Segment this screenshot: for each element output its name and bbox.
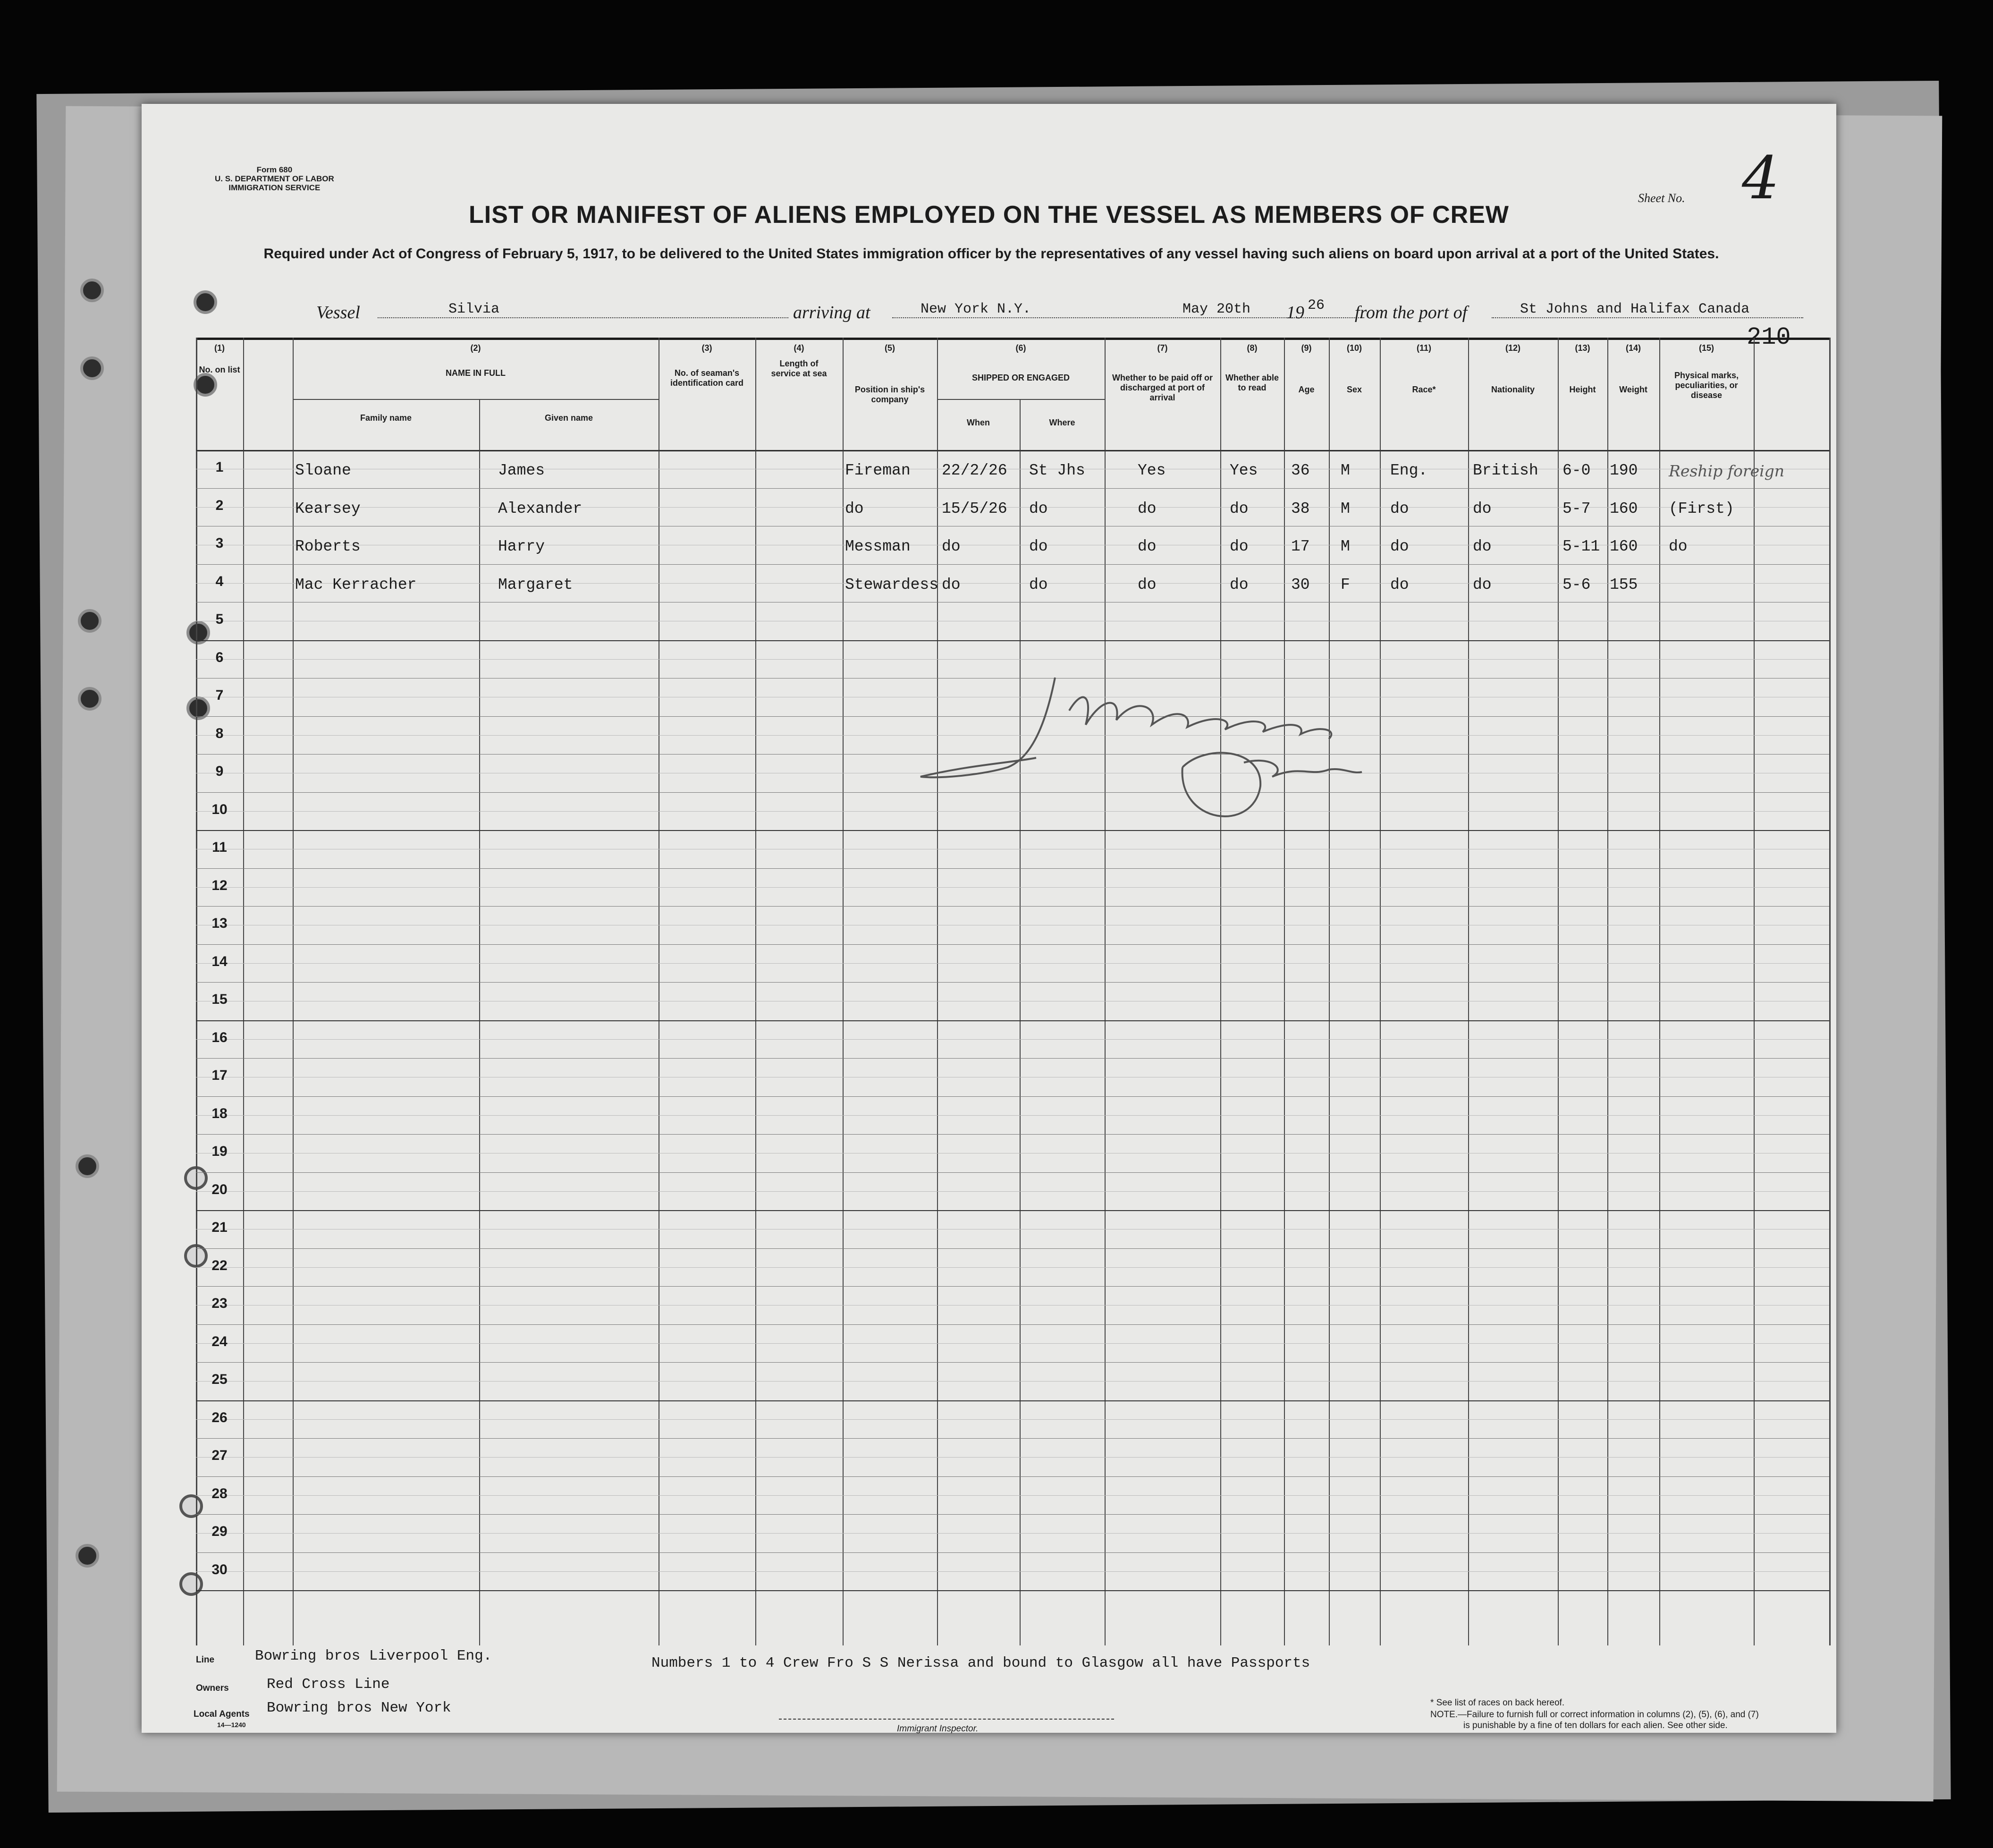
row-number: 25 <box>211 1372 228 1387</box>
col-number: (10) <box>1346 343 1362 353</box>
binder-hole <box>80 279 104 302</box>
cell-sex: M <box>1341 462 1350 479</box>
row-number: 28 <box>211 1485 228 1501</box>
row-rule <box>196 1286 1829 1287</box>
cell-height: 6-0 <box>1562 462 1591 479</box>
penalty-note: NOTE.—Failure to furnish full or correct information in columns (2), (5), (6), and (7) <box>1430 1710 1759 1720</box>
row-number: 12 <box>211 877 228 893</box>
row-rule <box>196 1514 1829 1515</box>
row-number: 6 <box>215 649 224 665</box>
service-name: IMMIGRATION SERVICE <box>228 183 321 192</box>
row-number: 18 <box>211 1105 228 1121</box>
arriving-label: arriving at <box>793 303 870 322</box>
col-number: (8) <box>1247 343 1258 353</box>
header-shipped-or-engaged: SHIPPED OR ENGAGED <box>971 373 1070 382</box>
col-number: (15) <box>1698 343 1714 353</box>
local-agents-value: Bowring bros New York <box>267 1700 451 1716</box>
cell-read: do <box>1230 576 1249 593</box>
cell-where: do <box>1029 500 1048 517</box>
cell-position: do <box>845 500 864 517</box>
col-divider <box>479 399 480 1645</box>
cell-nationality: do <box>1473 500 1492 517</box>
row-rule <box>196 1172 1829 1173</box>
row-subrule <box>196 1457 1829 1458</box>
cell-position: Fireman <box>845 462 911 479</box>
row-rule <box>196 450 1829 451</box>
inspector-label: Immigrant Inspector. <box>897 1724 979 1734</box>
page-number: 210 <box>1747 323 1791 351</box>
row-subrule <box>196 1419 1829 1420</box>
col-number: (14) <box>1625 343 1641 353</box>
header-race: Race* <box>1412 385 1436 394</box>
penalty-note-cont: is punishable by a fine of ten dollars for each alien. See other side. <box>1463 1721 1728 1730</box>
cell-given: Harry <box>498 538 545 555</box>
cell-height: 5-6 <box>1562 576 1591 593</box>
cell-when: do <box>942 576 961 593</box>
cell-marks: do <box>1669 538 1688 555</box>
row-rule <box>196 1058 1829 1059</box>
cell-paid-off: do <box>1138 538 1157 555</box>
header-position: Position in ship's company <box>854 385 925 404</box>
manifest-sheet <box>142 104 1836 1733</box>
row-rule <box>196 1590 1829 1591</box>
row-number: 13 <box>211 916 228 931</box>
inspector-signature <box>913 668 1385 838</box>
cell-age: 30 <box>1291 576 1310 593</box>
cell-where: do <box>1029 576 1048 593</box>
races-note: * See list of races on back hereof. <box>1430 1698 1565 1708</box>
row-number: 23 <box>211 1296 228 1311</box>
row-number: 22 <box>211 1257 228 1273</box>
cell-paid-off: Yes <box>1138 462 1166 479</box>
cell-age: 38 <box>1291 500 1310 517</box>
col-number: (9) <box>1301 343 1312 353</box>
cell-read: do <box>1230 500 1249 517</box>
row-rule <box>196 1210 1829 1211</box>
year-prefix: 19 <box>1286 303 1304 322</box>
arrival-date: May 20th <box>1182 301 1251 317</box>
form-number: Form 680 <box>256 165 293 174</box>
row-rule <box>196 1362 1829 1363</box>
col-divider <box>1607 338 1608 1645</box>
row-number: 10 <box>211 801 228 817</box>
col-divider <box>937 338 938 1645</box>
header-height: Height <box>1569 385 1596 394</box>
col-divider <box>1020 399 1021 1645</box>
row-number: 9 <box>215 763 224 779</box>
cell-given: James <box>498 462 545 479</box>
cell-read: Yes <box>1230 462 1258 479</box>
col-divider <box>1380 338 1381 1645</box>
page-title: LIST OR MANIFEST OF ALIENS EMPLOYED ON THE VESSEL AS MEMBERS OF CREW <box>469 201 1509 229</box>
row-number: 24 <box>211 1333 228 1349</box>
page-subtitle: Required under Act of Congress of February 5, 1917, to be delivered to the United States immigration officer by the representatives of any vessel having such aliens on board upon arrival at a port of the United States. <box>263 246 1719 262</box>
col-divider <box>1659 338 1660 1645</box>
col-number: (1) <box>214 343 225 353</box>
row-rule <box>196 1248 1829 1249</box>
row-subrule <box>196 1495 1829 1496</box>
cell-marks: Reship foreign <box>1669 462 1785 480</box>
row-subrule <box>196 1191 1829 1192</box>
cell-height: 5-11 <box>1562 538 1600 555</box>
row-number: 15 <box>211 992 228 1007</box>
sheet-number: 4 <box>1742 144 1780 212</box>
cell-race: do <box>1390 500 1409 517</box>
row-number: 3 <box>215 535 224 551</box>
row-number: 29 <box>211 1524 228 1539</box>
row-rule <box>196 1134 1829 1135</box>
cell-weight: 160 <box>1610 538 1638 555</box>
cell-family: Sloane <box>295 462 351 479</box>
col-number: (3) <box>701 343 712 353</box>
col-divider <box>1754 338 1755 1645</box>
row-subrule <box>196 887 1829 888</box>
col-divider <box>755 338 756 1645</box>
col-divider <box>1329 338 1330 1645</box>
col-number: (4) <box>794 343 804 353</box>
cell-given: Alexander <box>498 500 583 517</box>
row-number: 21 <box>211 1220 228 1235</box>
col-number: (12) <box>1505 343 1520 353</box>
col-divider <box>843 338 844 1645</box>
binder-hole <box>76 1544 99 1568</box>
binder-hole <box>78 687 101 711</box>
row-rule <box>196 564 1829 565</box>
cell-read: do <box>1230 538 1249 555</box>
inspector-signature-line <box>779 1719 1114 1720</box>
cell-age: 17 <box>1291 538 1310 555</box>
cell-nationality: do <box>1473 538 1492 555</box>
sheet-number-label: Sheet No. <box>1638 191 1685 205</box>
row-number: 27 <box>211 1448 228 1463</box>
row-rule <box>196 1324 1829 1325</box>
cell-sex: F <box>1341 576 1350 593</box>
col-divider <box>1558 338 1559 1645</box>
vessel-underline <box>378 317 788 318</box>
col-divider <box>293 338 294 1645</box>
row-subrule <box>196 1533 1829 1534</box>
header-sex: Sex <box>1346 385 1362 394</box>
row-subrule <box>196 1267 1829 1268</box>
row-subrule <box>196 1039 1829 1040</box>
row-number: 11 <box>212 839 227 855</box>
row-rule <box>196 1552 1829 1553</box>
crew-remark: Numbers 1 to 4 Crew Fro S S Nerissa and bound to Glasgow all have Passports <box>651 1655 1310 1671</box>
row-number: 30 <box>211 1561 228 1577</box>
row-subrule <box>196 1381 1829 1382</box>
header-physical-marks: Physical marks, peculiarities, or disease <box>1674 371 1739 400</box>
binder-hole <box>78 609 101 633</box>
cell-position: Messman <box>845 538 911 555</box>
header-when: When <box>967 418 990 427</box>
owners-value: Red Cross Line <box>267 1676 390 1693</box>
from-port: St Johns and Halifax Canada <box>1520 301 1750 317</box>
cell-race: do <box>1390 538 1409 555</box>
header-weight: Weight <box>1619 385 1647 394</box>
name-subheader-rule <box>293 399 659 400</box>
from-port-label: from the port of <box>1355 303 1468 322</box>
row-rule <box>196 868 1829 869</box>
cell-height: 5-7 <box>1562 500 1591 517</box>
col-divider <box>1105 338 1106 1645</box>
cell-paid-off: do <box>1138 576 1157 593</box>
owners-label: Owners <box>196 1683 229 1693</box>
header-family-name: Family name <box>360 413 412 423</box>
line-value: Bowring bros Liverpool Eng. <box>255 1648 492 1664</box>
row-rule <box>196 488 1829 489</box>
row-number: 5 <box>215 611 224 627</box>
cell-sex: M <box>1341 538 1350 555</box>
row-rule <box>196 1400 1829 1401</box>
cell-when: 15/5/26 <box>942 500 1007 517</box>
cell-age: 36 <box>1291 462 1310 479</box>
cell-where: do <box>1029 538 1048 555</box>
binder-hole <box>76 1154 99 1178</box>
row-rule <box>196 1096 1829 1097</box>
header-given-name: Given name <box>544 413 593 423</box>
row-number: 16 <box>211 1029 228 1045</box>
col-number: (13) <box>1575 343 1590 353</box>
vessel-name: Silvia <box>448 301 500 317</box>
crew-manifest-table <box>196 338 1829 1645</box>
print-code: 14—1240 <box>217 1721 246 1729</box>
header-top-rule <box>196 338 1829 340</box>
row-subrule <box>196 1571 1829 1572</box>
header-length-of-service: Length of service at sea <box>771 359 827 378</box>
header-paid-off: Whether to be paid off or discharged at port of arrival <box>1112 373 1213 402</box>
binder-hole <box>194 290 217 314</box>
row-rule <box>196 1476 1829 1477</box>
col-number: (6) <box>1015 343 1026 353</box>
row-rule <box>196 944 1829 945</box>
col-divider <box>243 338 244 1645</box>
cell-family: Mac Kerracher <box>295 576 417 593</box>
from-port-underline <box>1492 317 1803 318</box>
cell-weight: 160 <box>1610 500 1638 517</box>
cell-weight: 155 <box>1610 576 1638 593</box>
row-subrule <box>196 1343 1829 1344</box>
row-number: 20 <box>211 1181 228 1197</box>
row-rule <box>196 640 1829 641</box>
header-age: Age <box>1298 385 1315 394</box>
row-number: 2 <box>215 497 224 513</box>
row-number: 26 <box>211 1409 228 1425</box>
cell-family: Roberts <box>295 538 361 555</box>
cell-position: Stewardess <box>845 576 939 593</box>
header-name-in-full: NAME IN FULL <box>446 368 506 378</box>
col-number: (5) <box>885 343 895 353</box>
cell-family: Kearsey <box>295 500 361 517</box>
header-id-card: No. of seaman's identification card <box>670 368 744 388</box>
cell-nationality: do <box>1473 576 1492 593</box>
shipped-subheader-rule <box>937 399 1105 400</box>
col-number: (2) <box>470 343 481 353</box>
row-number: 1 <box>215 459 224 475</box>
line-label: Line <box>196 1655 215 1665</box>
row-subrule <box>196 1115 1829 1116</box>
cell-where: St Jhs <box>1029 462 1085 479</box>
row-subrule <box>196 659 1829 660</box>
cell-weight: 190 <box>1610 462 1638 479</box>
table-edge-left <box>196 338 197 1645</box>
row-number: 4 <box>215 573 224 589</box>
cell-when: do <box>942 538 961 555</box>
col-number: (7) <box>1157 343 1168 353</box>
cell-when: 22/2/26 <box>942 462 1007 479</box>
cell-race: do <box>1390 576 1409 593</box>
col-divider <box>1468 338 1469 1645</box>
row-rule <box>196 1438 1829 1439</box>
col-divider <box>1220 338 1221 1645</box>
row-rule <box>196 1020 1829 1021</box>
row-rule <box>196 982 1829 983</box>
header-where: Where <box>1049 418 1075 427</box>
form-identifier <box>215 165 334 192</box>
row-number: 7 <box>215 687 224 703</box>
arriving-port: New York N.Y. <box>920 301 1031 317</box>
row-subrule <box>196 963 1829 964</box>
cell-given: Margaret <box>498 576 573 593</box>
arrival-year: 26 <box>1308 297 1325 314</box>
header-able-to-read: Whether able to read <box>1225 373 1279 392</box>
cell-sex: M <box>1341 500 1350 517</box>
row-number: 17 <box>211 1068 228 1083</box>
cell-nationality: British <box>1473 462 1538 479</box>
col-number: (11) <box>1416 343 1432 353</box>
row-number: 8 <box>215 725 224 741</box>
department-name: U. S. DEPARTMENT OF LABOR <box>215 174 334 183</box>
binder-hole <box>80 356 104 380</box>
table-edge-right <box>1829 338 1831 1645</box>
row-rule <box>196 906 1829 907</box>
row-number: 19 <box>211 1144 228 1159</box>
local-agents-label: Local Agents <box>194 1709 250 1719</box>
header-no-on-list: No. on list <box>199 365 240 374</box>
col-divider <box>1284 338 1285 1645</box>
vessel-label: Vessel <box>316 303 360 322</box>
cell-marks: (First) <box>1669 500 1734 517</box>
cell-race: Eng. <box>1390 462 1428 479</box>
cell-paid-off: do <box>1138 500 1157 517</box>
header-nationality: Nationality <box>1491 385 1535 394</box>
row-number: 14 <box>211 953 228 969</box>
